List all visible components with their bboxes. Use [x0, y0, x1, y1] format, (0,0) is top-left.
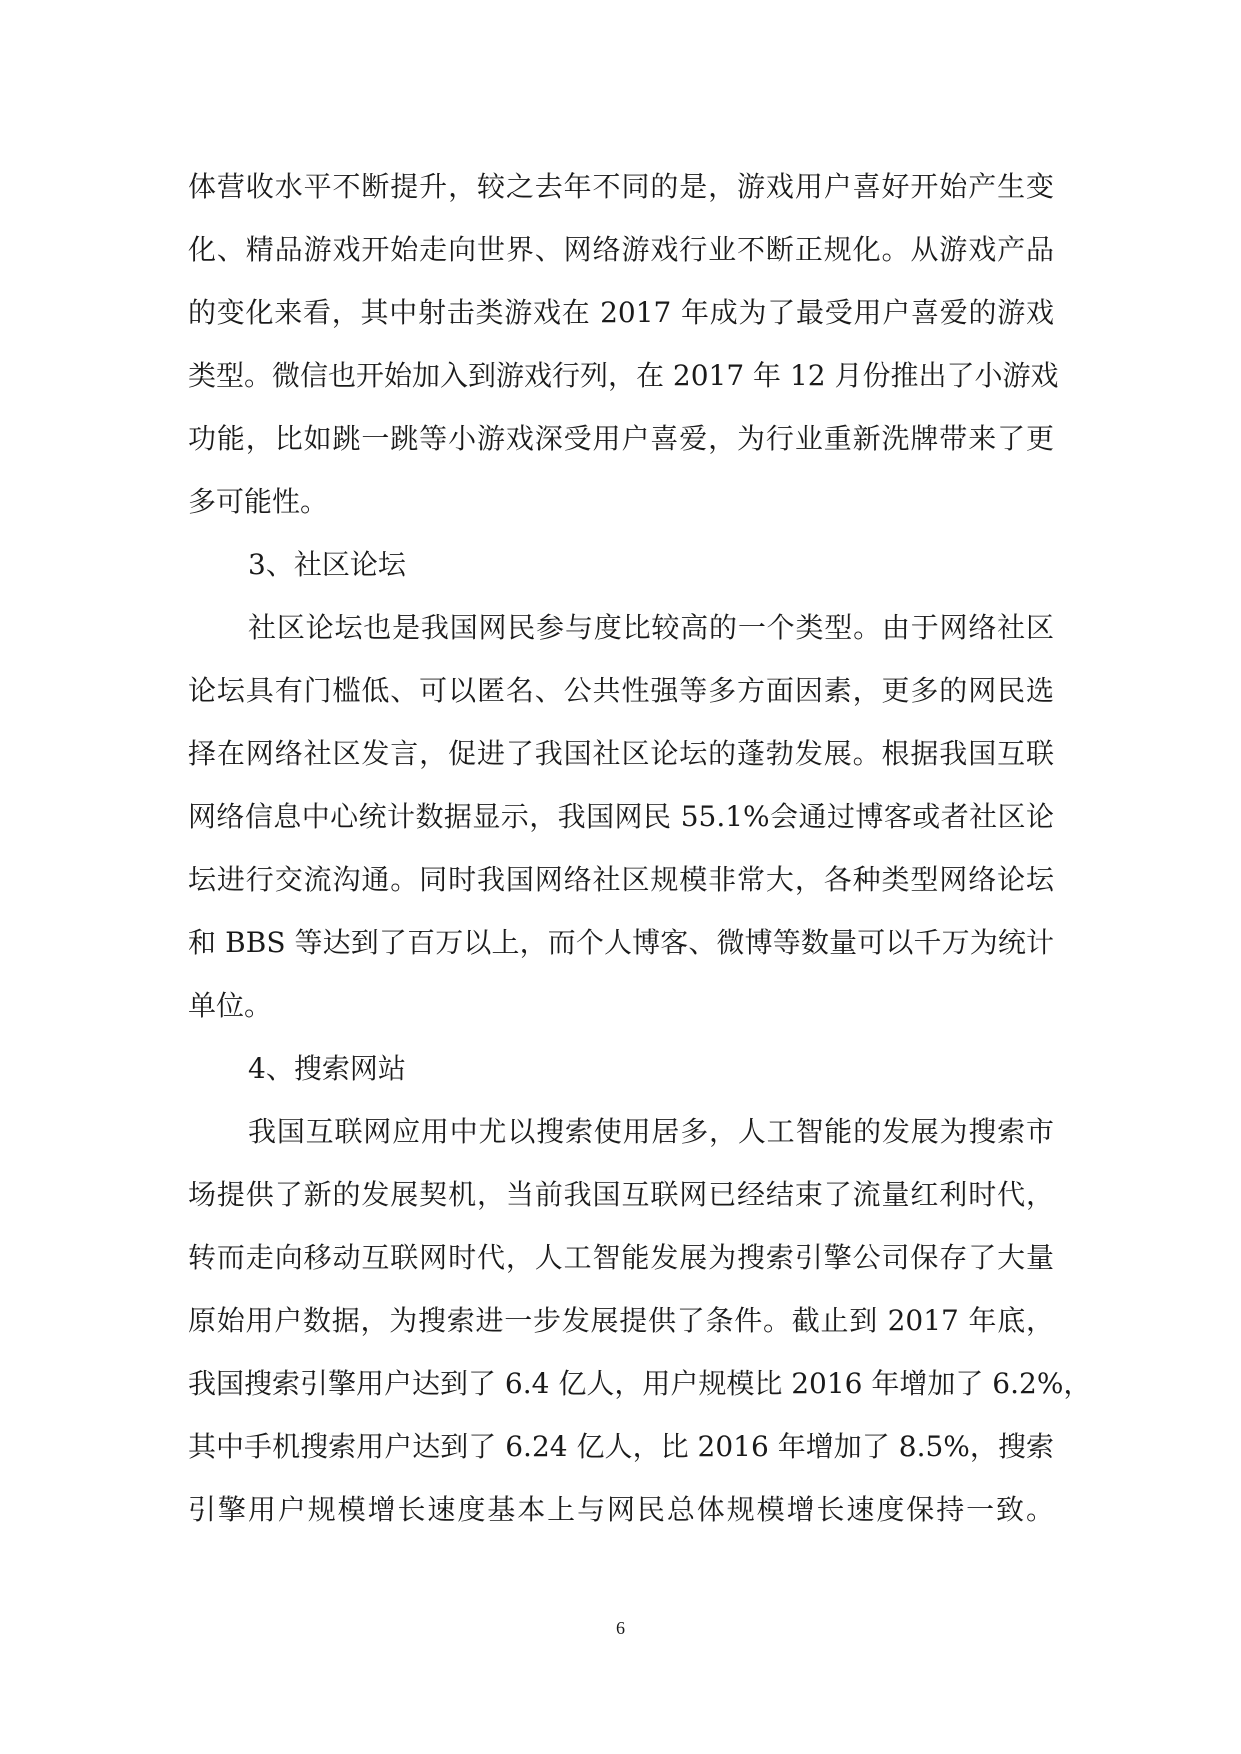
paragraph-line: 单位。	[188, 989, 273, 1022]
paragraph-line: 引擎用户规模增长速度基本上与网民总体规模增长速度保持一致。	[188, 1493, 1054, 1526]
body-text	[188, 155, 1092, 1541]
paragraph-line: 我国搜索引擎用户达到了 6.4 亿人，用户规模比 2016 年增加了 6.2%，	[188, 1367, 1092, 1400]
paragraph-line: 网络信息中心统计数据显示，我国网民 55.1%会通过博客或者社区论	[188, 800, 1054, 833]
paragraph-line: 原始用户数据，为搜索进一步发展提供了条件。截止到 2017 年底，	[188, 1304, 1054, 1337]
paragraph-line: 和 BBS 等达到了百万以上，而个人博客、微博等数量可以千万为统计	[188, 926, 1054, 959]
paragraph-line: 社区论坛也是我国网民参与度比较高的一个类型。由于网络社区	[248, 611, 1054, 644]
paragraph-line: 多可能性。	[188, 485, 329, 518]
paragraph-line: 的变化来看，其中射击类游戏在 2017 年成为了最受用户喜爱的游戏	[188, 296, 1054, 329]
paragraph-line: 择在网络社区发言，促进了我国社区论坛的蓬勃发展。根据我国互联	[188, 737, 1054, 770]
paragraph-line: 坛进行交流沟通。同时我国网络社区规模非常大，各种类型网络论坛	[188, 863, 1054, 896]
paragraph-line: 化、精品游戏开始走向世界、网络游戏行业不断正规化。从游戏产品	[188, 233, 1054, 266]
paragraph-line: 我国互联网应用中尤以搜索使用居多，人工智能的发展为搜索市	[248, 1115, 1054, 1148]
page-number: 6	[616, 1618, 625, 1638]
paragraph-line: 论坛具有门槛低、可以匿名、公共性强等多方面因素，更多的网民选	[188, 674, 1054, 707]
section-heading: 4、搜索网站	[248, 1052, 406, 1085]
paragraph-line: 其中手机搜索用户达到了 6.24 亿人，比 2016 年增加了 8.5%，搜索	[188, 1430, 1054, 1463]
paragraph-line: 体营收水平不断提升，较之去年不同的是，游戏用户喜好开始产生变	[188, 170, 1054, 203]
paragraph-line: 类型。微信也开始加入到游戏行列，在 2017 年 12 月份推出了小游戏	[188, 359, 1059, 392]
section-heading: 3、社区论坛	[248, 548, 406, 581]
paragraph-line: 功能，比如跳一跳等小游戏深受用户喜爱，为行业重新洗牌带来了更	[188, 422, 1054, 455]
paragraph-line: 转而走向移动互联网时代，人工智能发展为搜索引擎公司保存了大量	[188, 1241, 1054, 1274]
paragraph-line: 场提供了新的发展契机，当前我国互联网已经结束了流量红利时代，	[188, 1178, 1054, 1211]
